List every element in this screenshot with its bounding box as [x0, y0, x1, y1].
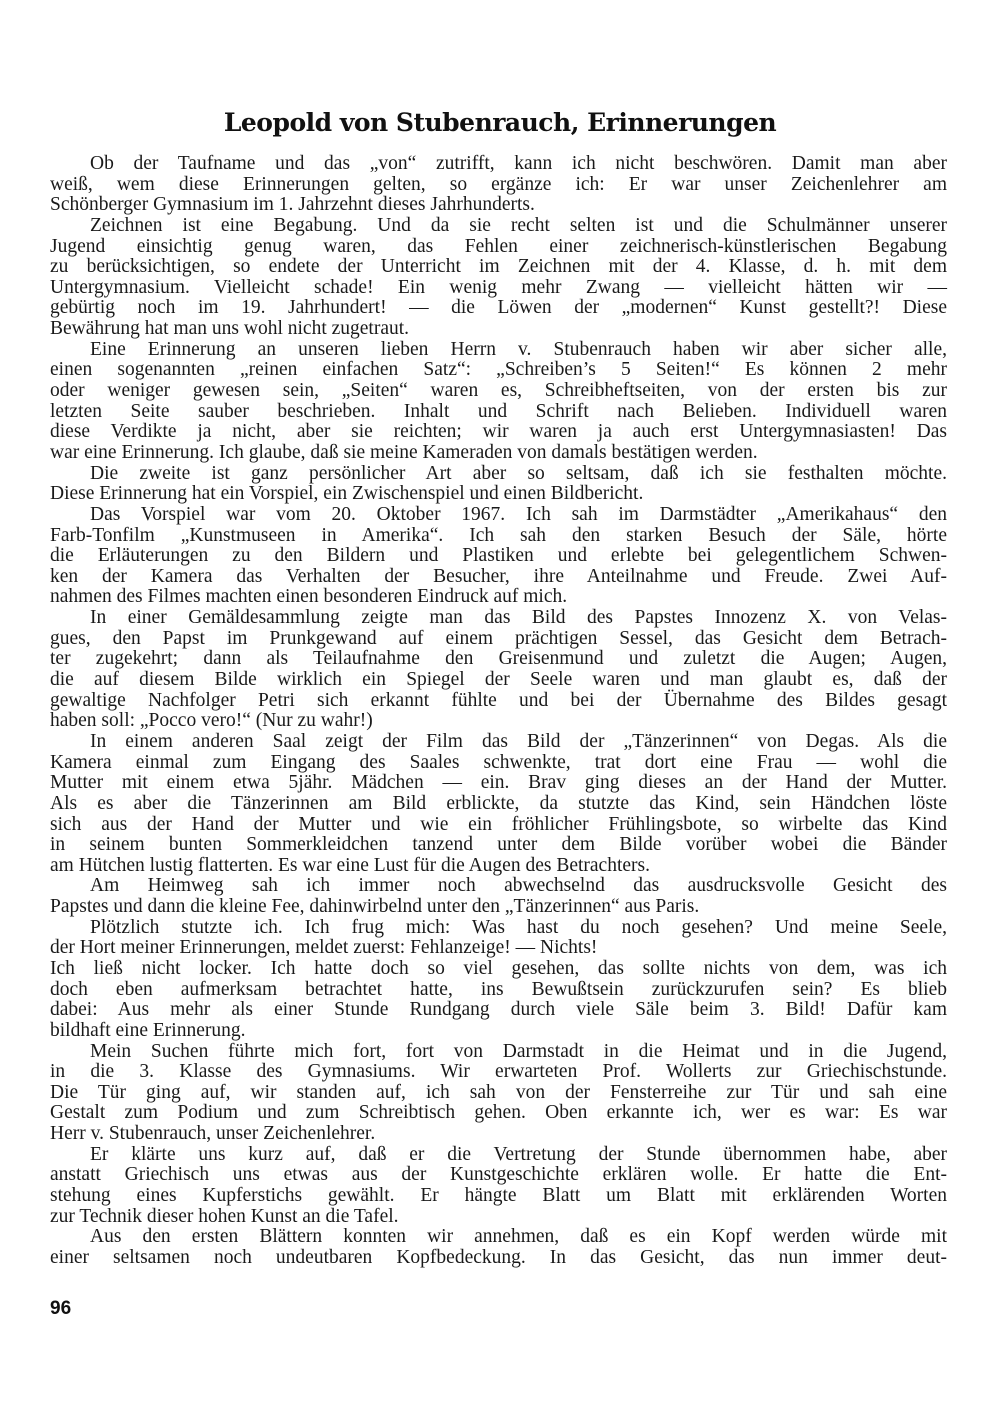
- text-line: Eine Erinnerung an unseren lieben Herrn v. Stubenrauch haben wir aber sicher alle,: [90, 338, 947, 360]
- text-line: Die Tür ging auf, wir standen auf, ich sah von der Fensterreihe zur Tür und sah eine: [50, 1081, 947, 1103]
- text-line: Ich ließ nicht locker. Ich hatte doch so viel gesehen, das sollte nichts von dem, was ich: [50, 957, 947, 979]
- text-line: anstatt Griechisch uns etwas aus der Kunstgeschichte erklären wolle. Er hatte die Ent-: [50, 1164, 947, 1186]
- text-line: die Erläuterungen zu den Bildern und Plastiken und erlebte bei gelegentlichem Schwen-: [50, 545, 947, 567]
- text-line: Untergymnasium. Vielleicht schade! Ein wenig mehr Zwang — vielleicht hätten wir —: [50, 276, 947, 298]
- text-line: letzten Seite sauber beschrieben. Inhalt und Schrift nach Belieben. Individuell waren: [50, 400, 947, 422]
- text-line: Das Vorspiel war vom 20. Oktober 1967. Ich sah im Darmstädter „Amerikahaus“ den: [90, 503, 947, 525]
- text-line: zu berücksichtigen, so endete der Unterricht im Zeichnen mit der 4. Klasse, d. h. mit dem: [50, 256, 947, 278]
- text-line: einer seltsamen noch undeutbaren Kopfbedeckung. In das Gesicht, das nun immer deut-: [50, 1246, 947, 1268]
- text-line: gewaltige Nachfolger Petri sich erkannt fühlte und bei der Übernahme des Bildes gesagt: [50, 689, 947, 711]
- paragraph: [50, 918, 947, 959]
- paragraph: [50, 959, 947, 1042]
- text-line: Gestalt zum Podium und zum Schreibtisch gehen. Oben erkannte ich, wer es war: Es war: [50, 1102, 947, 1124]
- text-line: in seinem bunten Sommerkleidchen tanzend unter dem Bilde vorüber wobei die Bänder: [50, 834, 947, 856]
- text-line: haben soll: „Pocco vero!“ (Nur zu wahr!): [50, 710, 373, 732]
- text-line: diese Verdikte ja nicht, aber sie reichten; wir waren ja auch erst Untergymnasiasten! Das: [50, 421, 947, 443]
- text-line: weiß, wem diese Erinnerungen gelten, so ergänze ich: Er war unser Zeichenlehrer am: [50, 173, 947, 195]
- text-line: bildhaft eine Erinnerung.: [50, 1019, 246, 1041]
- paragraph: [50, 216, 947, 340]
- text-line: war eine Erinnerung. Ich glaube, daß sie meine Kameraden von damals bestätigen werden.: [50, 441, 758, 463]
- text-line: einen sogenannten „reinen einfachen Satz“: „Schreiben’s 5 Seiten!“ Es können 2 mehr: [50, 359, 947, 381]
- text-line: die auf diesem Bilde wirklich ein Spiegel der Seele waren und man glaubt es, daß der: [50, 669, 947, 691]
- article-title: Leopold von Stubenrauch, Erinnerungen: [223, 108, 777, 137]
- text-line: Zeichnen ist eine Begabung. Und da sie recht selten ist und die Schulmänner unserer: [90, 214, 947, 236]
- text-line: am Hütchen lustig flatterten. Es war eine Lust für die Augen des Betrachters.: [50, 854, 650, 876]
- paragraph: [50, 340, 947, 464]
- text-line: ken der Kamera das Verhalten der Besucher, ihre Anteilnahme und Freude. Zwei Auf-: [50, 565, 947, 587]
- article-body: [50, 154, 947, 1269]
- text-line: Er klärte uns kurz auf, daß er die Vertretung der Stunde übernommen habe, aber: [90, 1143, 947, 1165]
- text-line: zur Technik dieser hohen Kunst an die Tafel.: [50, 1205, 399, 1227]
- paragraph: [50, 608, 947, 732]
- text-line: Jugend einsichtig genug waren, das Fehlen einer zeichnerisch-künstlerischen Begabung: [50, 235, 947, 257]
- text-line: Aus den ersten Blättern konnten wir annehmen, daß es ein Kopf werden würde mit: [90, 1226, 947, 1248]
- text-line: Mutter mit einem etwa 5jähr. Mädchen — ein. Brav ging dieses an der Hand der Mutter.: [50, 772, 947, 794]
- text-line: Die zweite ist ganz persönlicher Art aber so seltsam, daß ich sie festhalten möchte.: [90, 462, 947, 484]
- text-line: nahmen des Filmes machten einen besonderen Eindruck auf mich.: [50, 586, 568, 608]
- paragraph: [50, 1145, 947, 1228]
- text-line: Mein Suchen führte mich fort, fort von Darmstadt in die Heimat und in die Jugend,: [90, 1040, 947, 1062]
- paragraph: [50, 1227, 947, 1268]
- text-line: in die 3. Klasse des Gymnasiums. Wir erwarteten Prof. Wollerts zur Griechischstunde.: [50, 1061, 947, 1083]
- paragraph: [50, 154, 947, 216]
- text-line: oder weniger gewesen sein, „Seiten“ waren es, Schreibheftseiten, von der ersten bis zur: [50, 380, 947, 402]
- text-line: Am Heimweg sah ich immer noch abwechselnd das ausdrucksvolle Gesicht des: [90, 875, 947, 897]
- text-line: der Hort meiner Erinnerungen, meldet zuerst: Fehlanzeige! — Nichts!: [50, 937, 598, 959]
- text-line: Ob der Taufname und das „von“ zutrifft, kann ich nicht beschwören. Damit man aber: [90, 153, 947, 174]
- paragraph: [50, 732, 947, 876]
- paragraph: [50, 1042, 947, 1145]
- text-line: Plötzlich stutzte ich. Ich frug mich: Was hast du noch gesehen? Und meine Seele,: [90, 916, 947, 938]
- text-line: dabei: Aus mehr als einer Stunde Rundgang durch viele Säle beim 3. Bild! Dafür kam: [50, 999, 947, 1021]
- page-number: 96: [50, 1298, 72, 1319]
- text-line: Farb-Tonfilm „Kunstmuseen in Amerika“. Ich sah den starken Besuch der Säle, hörte: [50, 524, 947, 546]
- paragraph: [50, 464, 947, 505]
- text-line: Kamera einmal zum Eingang des Saales schwenkte, trat dort eine Frau — wohl die: [50, 751, 947, 773]
- text-line: doch eben aufmerksam betrachtet hatte, ins Bewußtsein zurückzurufen sein? Es blieb: [50, 978, 947, 1000]
- text-line: gebürtig noch im 19. Jahrhundert! — die Löwen der „modernen“ Kunst gestellt?! Diese: [50, 297, 947, 319]
- text-line: Papstes und dann die kleine Fee, dahinwirbelnd unter den „Tänzerinnen“ aus Paris.: [50, 896, 700, 918]
- paragraph: [50, 505, 947, 608]
- text-line: Bewährung hat man uns wohl nicht zugetraut.: [50, 318, 410, 340]
- text-line: In einer Gemäldesammlung zeigte man das Bild des Papstes Innozenz X. von Velas-: [90, 607, 947, 629]
- text-line: Schönberger Gymnasium im 1. Jahrzehnt dieses Jahrhunderts.: [50, 194, 535, 216]
- text-line: In einem anderen Saal zeigt der Film das Bild der „Tänzerinnen“ von Degas. Als die: [90, 730, 947, 752]
- text-line: Diese Erinnerung hat ein Vorspiel, ein Zwischenspiel und einen Bildbericht.: [50, 483, 644, 505]
- text-line: Als es aber die Tänzerinnen am Bild erblickte, da stutzte das Kind, sein Händchen löste: [50, 792, 947, 814]
- text-line: stehung eines Kupferstichs gewählt. Er hängte Blatt um Blatt mit erklärenden Worten: [50, 1185, 947, 1207]
- paragraph: [50, 876, 947, 917]
- text-line: gues, den Papst im Prunkgewand auf einem prächtigen Sessel, das Gesicht dem Betrach-: [50, 627, 947, 649]
- text-line: sich aus der Hand der Mutter und wie ein fröhlicher Frühlingsbote, so wirbelte das Kind: [50, 813, 947, 835]
- text-line: ter zugekehrt; dann als Teilaufnahme den Greisenmund und zuletzt die Augen; Augen,: [50, 648, 947, 670]
- text-line: Herr v. Stubenrauch, unser Zeichenlehrer.: [50, 1123, 376, 1145]
